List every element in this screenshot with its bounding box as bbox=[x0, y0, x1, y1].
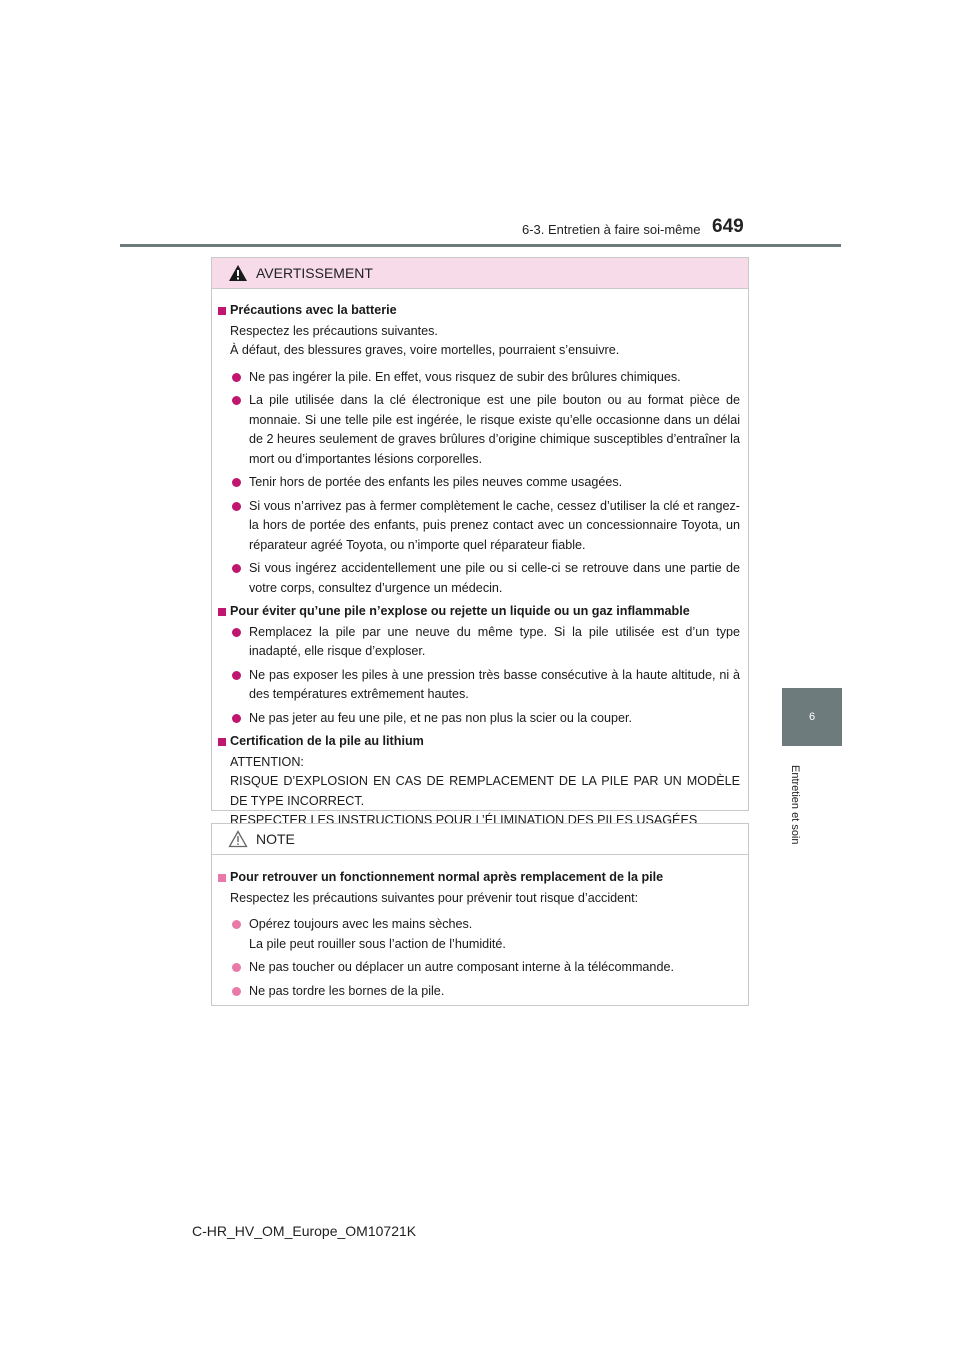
bullet-dot-icon bbox=[232, 714, 241, 723]
chapter-tab bbox=[782, 688, 842, 746]
chapter-label: Entretien et soin bbox=[789, 765, 801, 845]
bullet-dot-icon bbox=[232, 628, 241, 637]
square-bullet-icon bbox=[218, 738, 226, 746]
section-heading: Pour retrouver un fonctionnement normal après remplacement de la pile bbox=[218, 868, 740, 888]
warning-header bbox=[212, 258, 748, 289]
header-divider bbox=[120, 244, 841, 247]
list-item: Ne pas jeter au feu une pile, et ne pas non plus la scier ou la couper. bbox=[218, 709, 740, 729]
bullet-dot-icon bbox=[232, 502, 241, 511]
list-item: Si vous ingérez accidentellement une pile ou si celle-ci se retrouve dans une partie de votre corps, consultez d’urgence un médecin. bbox=[218, 559, 740, 598]
note-box bbox=[211, 823, 749, 1006]
bullet-dot-icon bbox=[232, 671, 241, 680]
note-title: NOTE bbox=[256, 831, 295, 847]
certification-text: ATTENTION: RISQUE D’EXPLOSION EN CAS DE REMPLACEMENT DE LA PILE PAR UN MODÈLE DE TYPE INCORRECT. RESPECTER LES INSTRUCTIONS POUR L’ÉLIMINATION DES PILES USAGÉES bbox=[230, 754, 740, 827]
warning-box bbox=[211, 257, 749, 827]
paragraph: Respectez les précautions suivantes pour prévenir tout risque d’accident: bbox=[230, 890, 639, 905]
section-title: 6-3. Entretien à faire soi-même bbox=[522, 222, 701, 237]
warning-triangle-icon bbox=[228, 264, 248, 282]
list-item: Opérez toujours avec les mains sèches. La pile peut rouiller sous l’action de l’humidité. bbox=[218, 915, 740, 954]
bullet-dot-icon bbox=[232, 564, 241, 573]
bullet-dot-icon bbox=[232, 963, 241, 972]
list-item: Tenir hors de portée des enfants les piles neuves comme usagées. bbox=[218, 473, 740, 493]
bullet-dot-icon bbox=[232, 373, 241, 382]
section-heading: Pour éviter qu’une pile n’explose ou rejette un liquide ou un gaz inflammable bbox=[218, 602, 740, 622]
bullet-dot-icon bbox=[232, 478, 241, 487]
list-item: Ne pas ingérer la pile. En effet, vous risquez de subir des brûlures chimiques. bbox=[218, 368, 740, 388]
list-item: Ne pas exposer les piles à une pression très basse consécutive à la haute altitude, ni à des températures extrêmement hautes. bbox=[218, 666, 740, 705]
list-item: Remplacez la pile par une neuve du même type. Si la pile utilisée est d’un type inadapté, elle risque d’exploser. bbox=[218, 623, 740, 662]
note-header bbox=[212, 824, 748, 855]
caution-triangle-icon bbox=[228, 830, 248, 848]
chapter-number: 6 bbox=[808, 711, 816, 723]
square-bullet-icon bbox=[218, 307, 226, 315]
section-heading: Précautions avec la batterie bbox=[218, 301, 740, 321]
square-bullet-icon bbox=[218, 874, 226, 882]
list-item: Ne pas toucher ou déplacer un autre composant interne à la télécommande. bbox=[218, 958, 740, 978]
section-heading: Certification de la pile au lithium bbox=[218, 732, 740, 752]
page-number: 649 bbox=[712, 216, 744, 237]
list-item: La pile utilisée dans la clé électronique est une pile bouton ou au format pièce de monnaie. Si une telle pile est ingérée, le risque existe qu’elle occasionne dans un délai de 2 heures seulement de graves brûlures d’origine chimique susceptibles d’entraîner la mort ou d’importantes lésions corporelles. bbox=[218, 391, 740, 469]
bullet-dot-icon bbox=[232, 987, 241, 996]
square-bullet-icon bbox=[218, 608, 226, 616]
warning-title: AVERTISSEMENT bbox=[256, 265, 373, 281]
paragraph: Respectez les précautions suivantes. À défaut, des blessures graves, voire mortelles, pourraient s’ensuivre. bbox=[230, 323, 620, 357]
list-item: Ne pas tordre les bornes de la pile. bbox=[218, 982, 740, 1002]
document-code: C-HR_HV_OM_Europe_OM10721K bbox=[192, 1223, 417, 1239]
bullet-dot-icon bbox=[232, 396, 241, 405]
bullet-dot-icon bbox=[232, 920, 241, 929]
list-item: Si vous n’arrivez pas à fermer complètement le cache, cessez d’utiliser la clé et rangez-la hors de portée des enfants, puis prenez contact avec un concessionnaire Toyota, un réparateur agréé Toyota, ou n’importe quel réparateur fiable. bbox=[218, 497, 740, 556]
